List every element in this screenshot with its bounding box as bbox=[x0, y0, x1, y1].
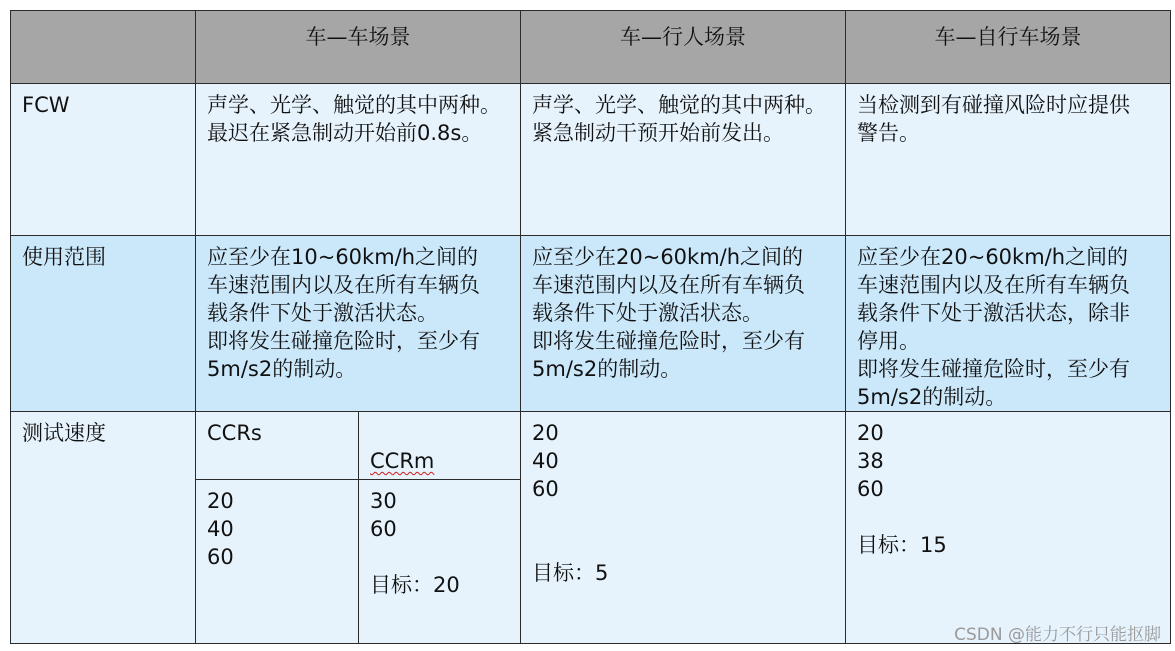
row-label-fcw: FCW bbox=[10, 83, 196, 236]
usage-range-car-to-car: 应至少在10~60km/h之间的 车速范围内以及在所有车辆负 载条件下处于激活状态。 即将发生碰撞危险时，至少有 5m/s2的制动。 bbox=[195, 235, 521, 412]
row-label-test-speed: 测试速度 bbox=[10, 411, 196, 644]
header-corner bbox=[10, 10, 196, 84]
fcw-car-to-bicycle: 当检测到有碰撞风险时应提供 警告。 bbox=[845, 83, 1171, 236]
ccrs-header: CCRs bbox=[195, 411, 359, 480]
row-label-usage-range: 使用范围 bbox=[10, 235, 196, 412]
header-car-to-car: 车—车场景 bbox=[195, 10, 521, 84]
fcw-car-to-car: 声学、光学、触觉的其中两种。 最迟在紧急制动开始前0.8s。 bbox=[195, 83, 521, 236]
usage-range-car-to-bicycle: 应至少在20~60km/h之间的 车速范围内以及在所有车辆负 载条件下处于激活状态，除非 停用。 即将发生碰撞危险时，至少有 5m/s2的制动。 bbox=[845, 235, 1171, 412]
test-speed-car-to-pedestrian: 20 40 60 目标：5 bbox=[520, 411, 846, 644]
header-car-to-bicycle: 车—自行车场景 bbox=[845, 10, 1171, 84]
ccrm-speeds: 30 60 目标：20 bbox=[358, 479, 521, 644]
ccrm-header bbox=[358, 411, 521, 480]
ccrs-speeds: 20 40 60 bbox=[195, 479, 359, 644]
csdn-watermark: CSDN @能力不行只能抠脚 bbox=[954, 625, 1161, 645]
header-car-to-pedestrian: 车—行人场景 bbox=[520, 10, 846, 84]
ccrm-header-label: CCRm bbox=[370, 449, 435, 473]
fcw-car-to-pedestrian: 声学、光学、触觉的其中两种。 紧急制动干预开始前发出。 bbox=[520, 83, 846, 236]
usage-range-car-to-pedestrian: 应至少在20~60km/h之间的 车速范围内以及在所有车辆负 载条件下处于激活状态。 即将发生碰撞危险时，至少有 5m/s2的制动。 bbox=[520, 235, 846, 412]
test-speed-car-to-bicycle: 20 38 60 目标：15 bbox=[845, 411, 1171, 644]
